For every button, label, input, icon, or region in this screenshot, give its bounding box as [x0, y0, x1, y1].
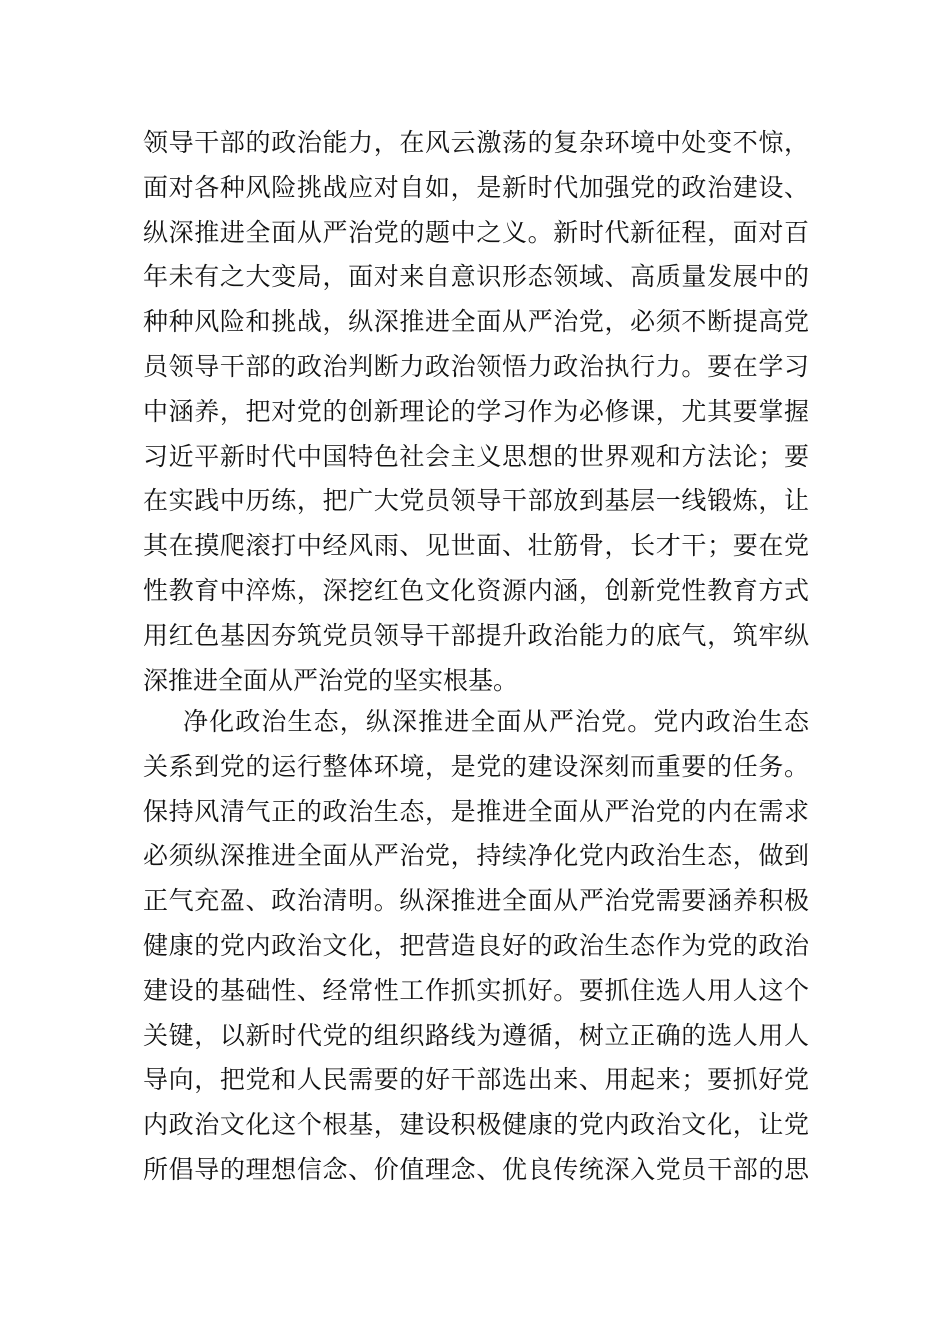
text-line: 其在摸爬滚打中经风雨、见世面、壮筋骨，长才干；要在党	[143, 531, 809, 561]
text-line: 纵深推进全面从严治党的题中之义。新时代新征程，面对百	[143, 217, 809, 247]
text-line: 必须纵深推进全面从严治党，持续净化党内政治生态，做到	[143, 841, 809, 871]
text-line: 面对各种风险挑战应对自如，是新时代加强党的政治建设、	[143, 172, 809, 202]
text-line: 深推进全面从严治党的坚实根基。	[143, 665, 519, 695]
text-line: 正气充盈、政治清明。纵深推进全面从严治党需要涵养积极	[143, 886, 809, 916]
text-line: 健康的党内政治文化，把营造良好的政治生态作为党的政治	[143, 931, 809, 960]
text-line: 导向，把党和人民需要的好干部选出来、用起来；要抓好党	[143, 1065, 809, 1095]
text-line: 习近平新时代中国特色社会主义思想的世界观和方法论；要	[143, 441, 809, 471]
text-line: 关键，以新时代党的组织路线为遵循，树立正确的选人用人	[143, 1020, 809, 1050]
text-line: 净化政治生态，纵深推进全面从严治党。党内政治生态	[183, 707, 809, 736]
text-line: 关系到党的运行整体环境，是党的建设深刻而重要的任务。	[143, 751, 809, 781]
text-line: 领导干部的政治能力，在风云激荡的复杂环境中处变不惊，	[143, 128, 809, 157]
text-line: 建设的基础性、经常性工作抓实抓好。要抓住选人用人这个	[143, 975, 809, 1005]
text-line: 中涵养，把对党的创新理论的学习作为必修课，尤其要掌握	[143, 396, 809, 426]
text-line: 年未有之大变局，面对来自意识形态领域、高质量发展中的	[143, 262, 809, 292]
text-line: 在实践中历练，把广大党员领导干部放到基层一线锻炼，让	[143, 486, 809, 516]
text-line: 员领导干部的政治判断力政治领悟力政治执行力。要在学习	[143, 352, 809, 381]
text-line: 用红色基因夯筑党员领导干部提升政治能力的底气，筑牢纵	[143, 620, 809, 650]
text-line: 所倡导的理想信念、价值理念、优良传统深入党员干部的思	[143, 1155, 809, 1184]
text-line: 保持风清气正的政治生态，是推进全面从严治党的内在需求	[143, 796, 809, 826]
text-line: 内政治文化这个根基，建设积极健康的党内政治文化，让党	[143, 1110, 809, 1140]
text-line: 种种风险和挑战，纵深推进全面从严治党，必须不断提高党	[143, 307, 809, 337]
text-line: 性教育中淬炼，深挖红色文化资源内涵，创新党性教育方式	[143, 576, 809, 605]
